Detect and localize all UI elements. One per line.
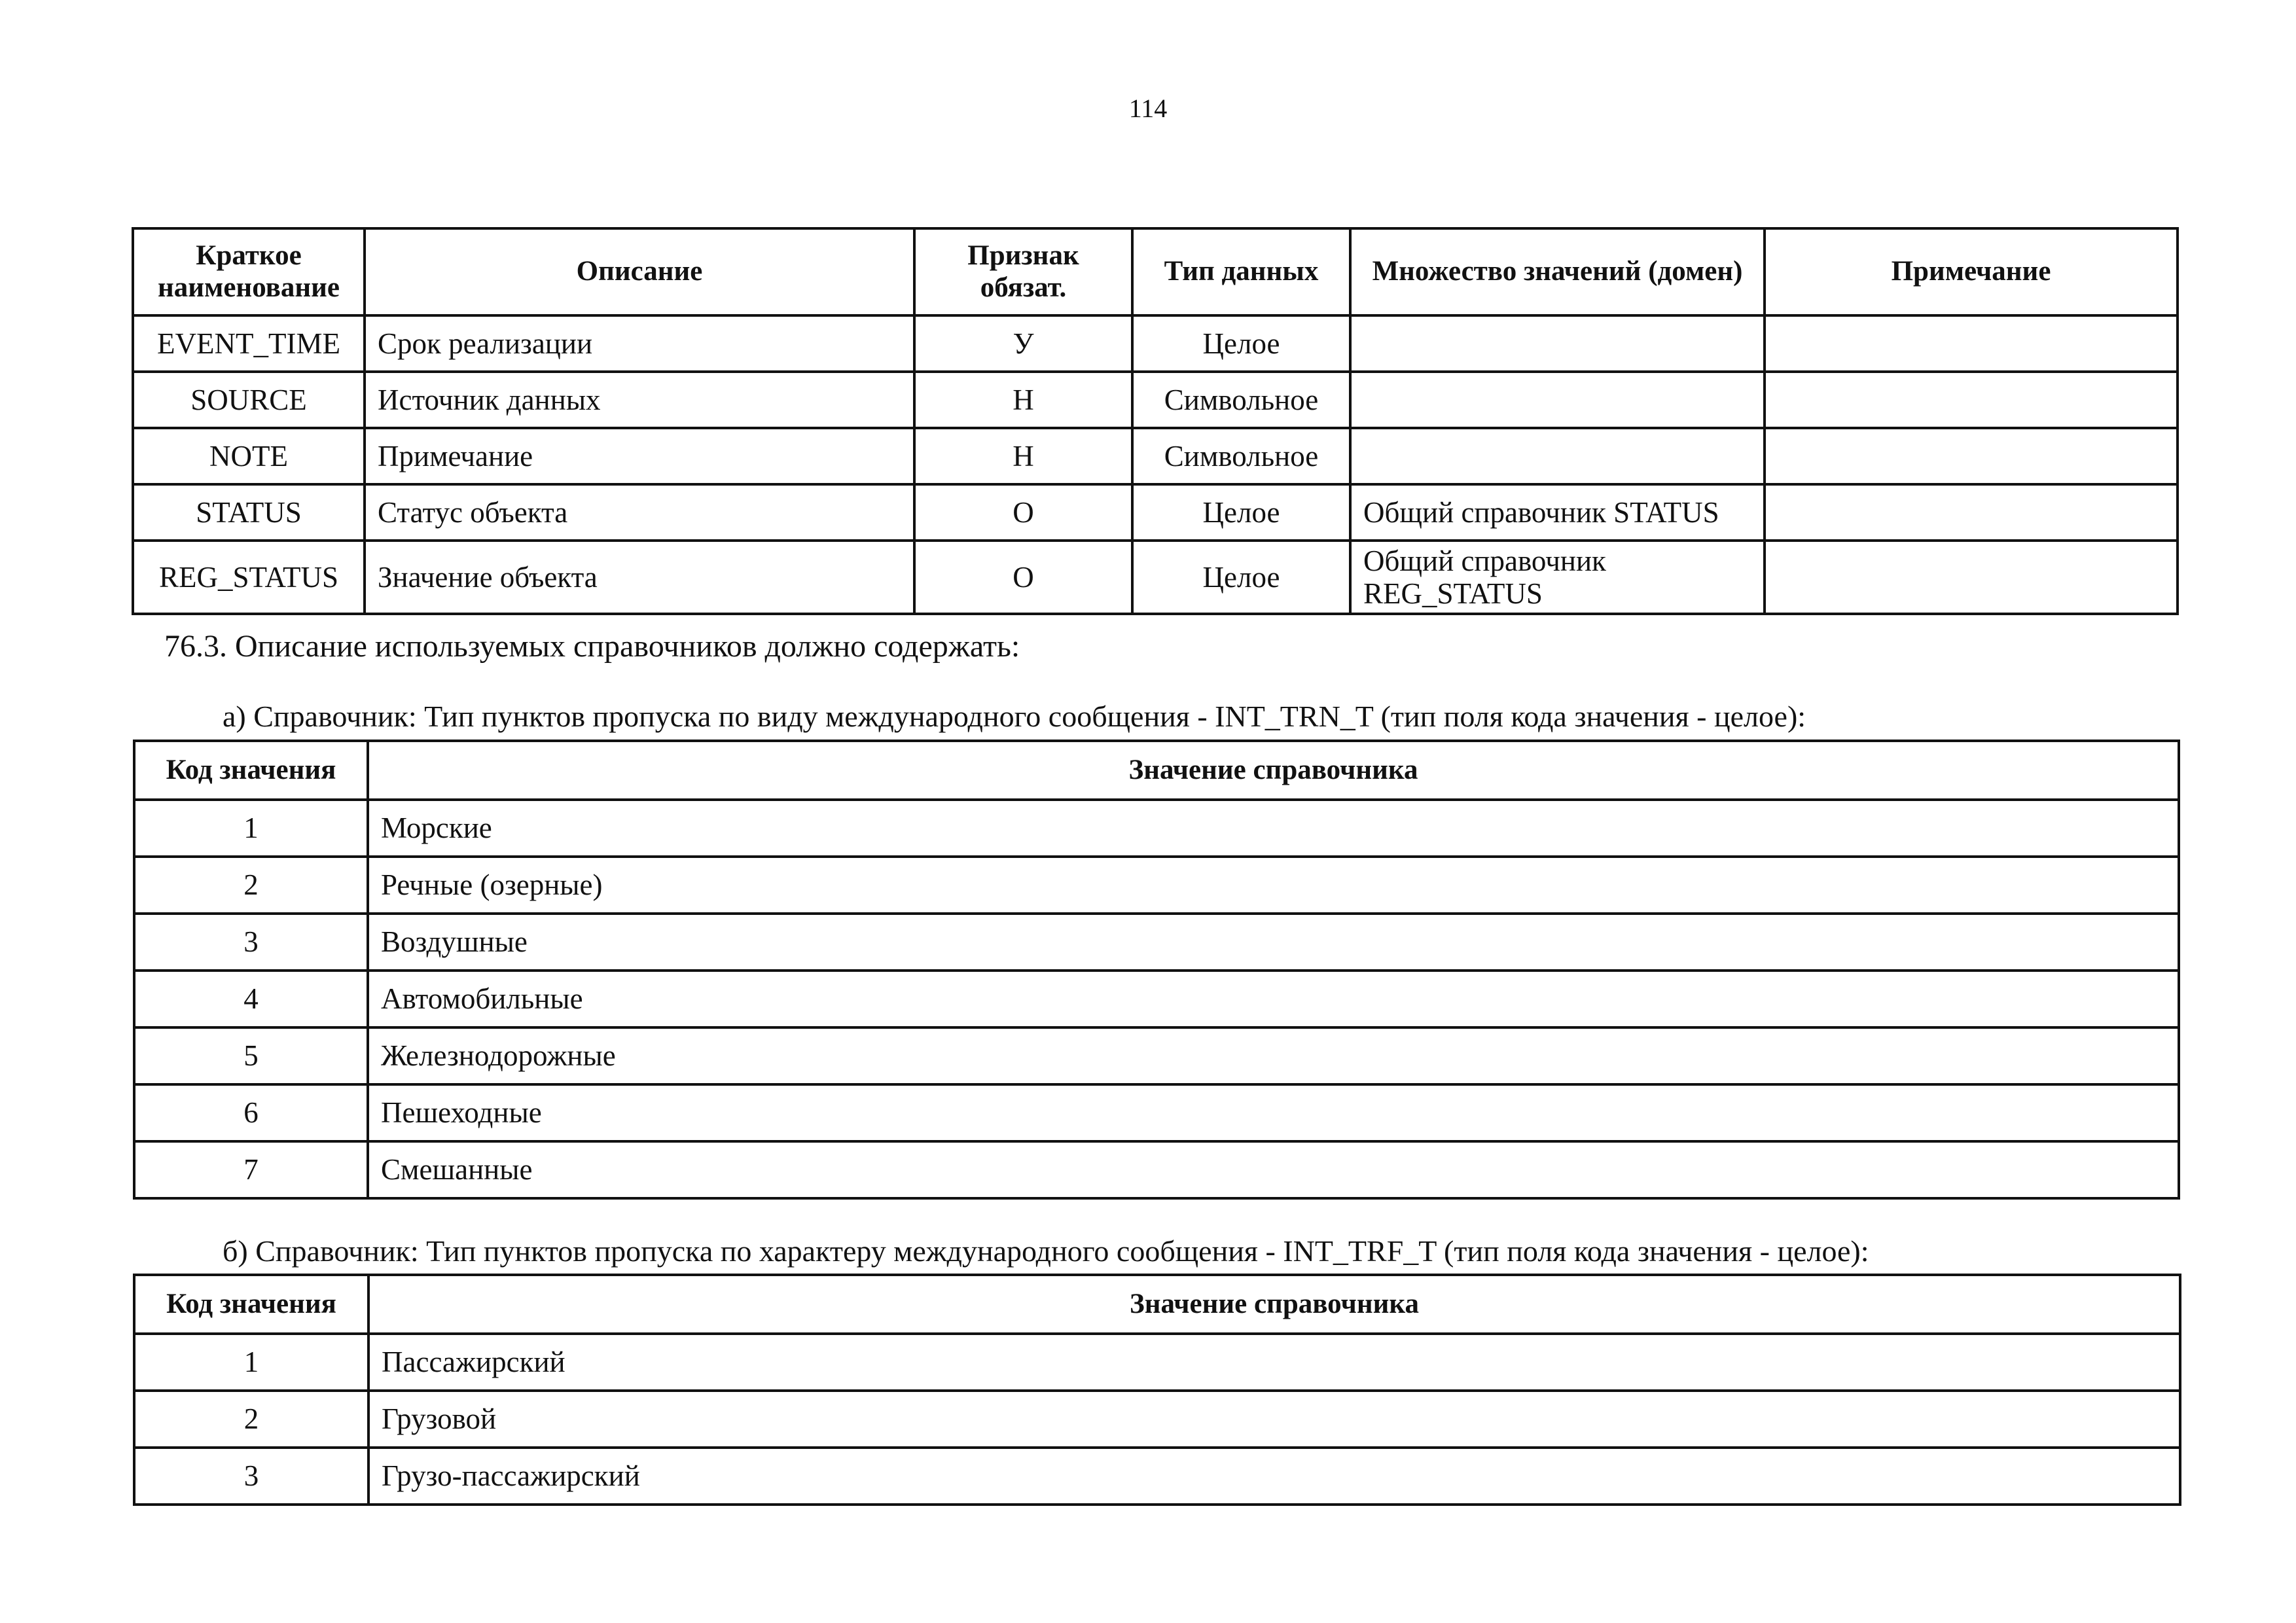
table-row: [134, 914, 2179, 971]
cell-value: Грузовой: [368, 1391, 2180, 1448]
table-header-row: [134, 1275, 2180, 1334]
cell-name: NOTE: [133, 428, 365, 484]
cell-value: Пешеходные: [368, 1084, 2179, 1141]
dictionary-a-table: [133, 740, 2180, 1200]
table-row: [134, 1391, 2180, 1448]
cell-value: Автомобильные: [368, 971, 2179, 1027]
table-row: [133, 428, 2178, 484]
cell-value: Пассажирский: [368, 1334, 2180, 1391]
table-row: [133, 315, 2178, 372]
table-row: [134, 1027, 2179, 1084]
table-row: [134, 1084, 2179, 1141]
table-row: [133, 484, 2178, 541]
dictionary-a-caption: а) Справочник: Тип пунктов пропуска по виду международного сообщения - INT_TRN_T (тип поля кода значения - целое):: [223, 700, 1806, 733]
cell-description: Источник данных: [365, 372, 914, 428]
table-row: [134, 800, 2179, 857]
cell-note: [1765, 315, 2178, 372]
cell-domain: Общий справочник REG_STATUS: [1350, 541, 1765, 614]
cell-code: 6: [134, 1084, 368, 1141]
cell-code: 7: [134, 1141, 368, 1198]
cell-code: 2: [134, 857, 368, 914]
dictionary-b-caption: б) Справочник: Тип пунктов пропуска по характеру международного сообщения - INT_TRF_T (тип поля кода значения - целое):: [223, 1234, 1869, 1268]
header-required: Признак обязат.: [914, 228, 1132, 315]
cell-code: 1: [134, 800, 368, 857]
cell-value: Морские: [368, 800, 2179, 857]
cell-required: О: [914, 484, 1132, 541]
cell-code: 3: [134, 914, 368, 971]
cell-code: 5: [134, 1027, 368, 1084]
cell-note: [1765, 428, 2178, 484]
header-code: Код значения: [134, 741, 368, 800]
table-header-row: [134, 741, 2179, 800]
cell-required: О: [914, 541, 1132, 614]
cell-code: 1: [134, 1334, 368, 1391]
header-description: Описание: [365, 228, 914, 315]
cell-code: 3: [134, 1448, 368, 1505]
header-note: Примечание: [1765, 228, 2178, 315]
cell-domain: [1350, 315, 1765, 372]
cell-value: Грузо-пассажирский: [368, 1448, 2180, 1505]
header-short-name: Краткое наименование: [133, 228, 365, 315]
cell-domain: Общий справочник STATUS: [1350, 484, 1765, 541]
header-value: Значение справочника: [368, 741, 2179, 800]
header-value: Значение справочника: [368, 1275, 2180, 1334]
cell-domain: [1350, 372, 1765, 428]
dictionary-b-table: [133, 1274, 2181, 1506]
cell-type: Целое: [1132, 315, 1350, 372]
cell-value: Воздушные: [368, 914, 2179, 971]
table-row: [134, 971, 2179, 1027]
table-row: [133, 541, 2178, 614]
cell-required: У: [914, 315, 1132, 372]
cell-description: Значение объекта: [365, 541, 914, 614]
cell-name: EVENT_TIME: [133, 315, 365, 372]
table-row: [134, 1334, 2180, 1391]
cell-code: 4: [134, 971, 368, 1027]
cell-name: REG_STATUS: [133, 541, 365, 614]
table-row: [134, 1448, 2180, 1505]
table-row: [134, 857, 2179, 914]
header-code: Код значения: [134, 1275, 368, 1334]
cell-note: [1765, 541, 2178, 614]
cell-required: Н: [914, 428, 1132, 484]
cell-name: STATUS: [133, 484, 365, 541]
cell-type: Символьное: [1132, 372, 1350, 428]
table-header-row: [133, 228, 2178, 315]
cell-domain: [1350, 428, 1765, 484]
cell-description: Статус объекта: [365, 484, 914, 541]
cell-name: SOURCE: [133, 372, 365, 428]
table-row: [133, 372, 2178, 428]
cell-required: Н: [914, 372, 1132, 428]
cell-code: 2: [134, 1391, 368, 1448]
cell-value: Речные (озерные): [368, 857, 2179, 914]
cell-description: Срок реализации: [365, 315, 914, 372]
cell-value: Смешанные: [368, 1141, 2179, 1198]
cell-note: [1765, 372, 2178, 428]
table-row: [134, 1141, 2179, 1198]
cell-type: Целое: [1132, 484, 1350, 541]
cell-type: Целое: [1132, 541, 1350, 614]
page-number: 114: [1128, 94, 1168, 123]
section-heading: 76.3. Описание используемых справочников должно содержать:: [164, 629, 1020, 664]
cell-description: Примечание: [365, 428, 914, 484]
cell-value: Железнодорожные: [368, 1027, 2179, 1084]
cell-note: [1765, 484, 2178, 541]
cell-type: Символьное: [1132, 428, 1350, 484]
header-data-type: Тип данных: [1132, 228, 1350, 315]
header-domain: Множество значений (домен): [1350, 228, 1765, 315]
attributes-table: [132, 227, 2179, 615]
